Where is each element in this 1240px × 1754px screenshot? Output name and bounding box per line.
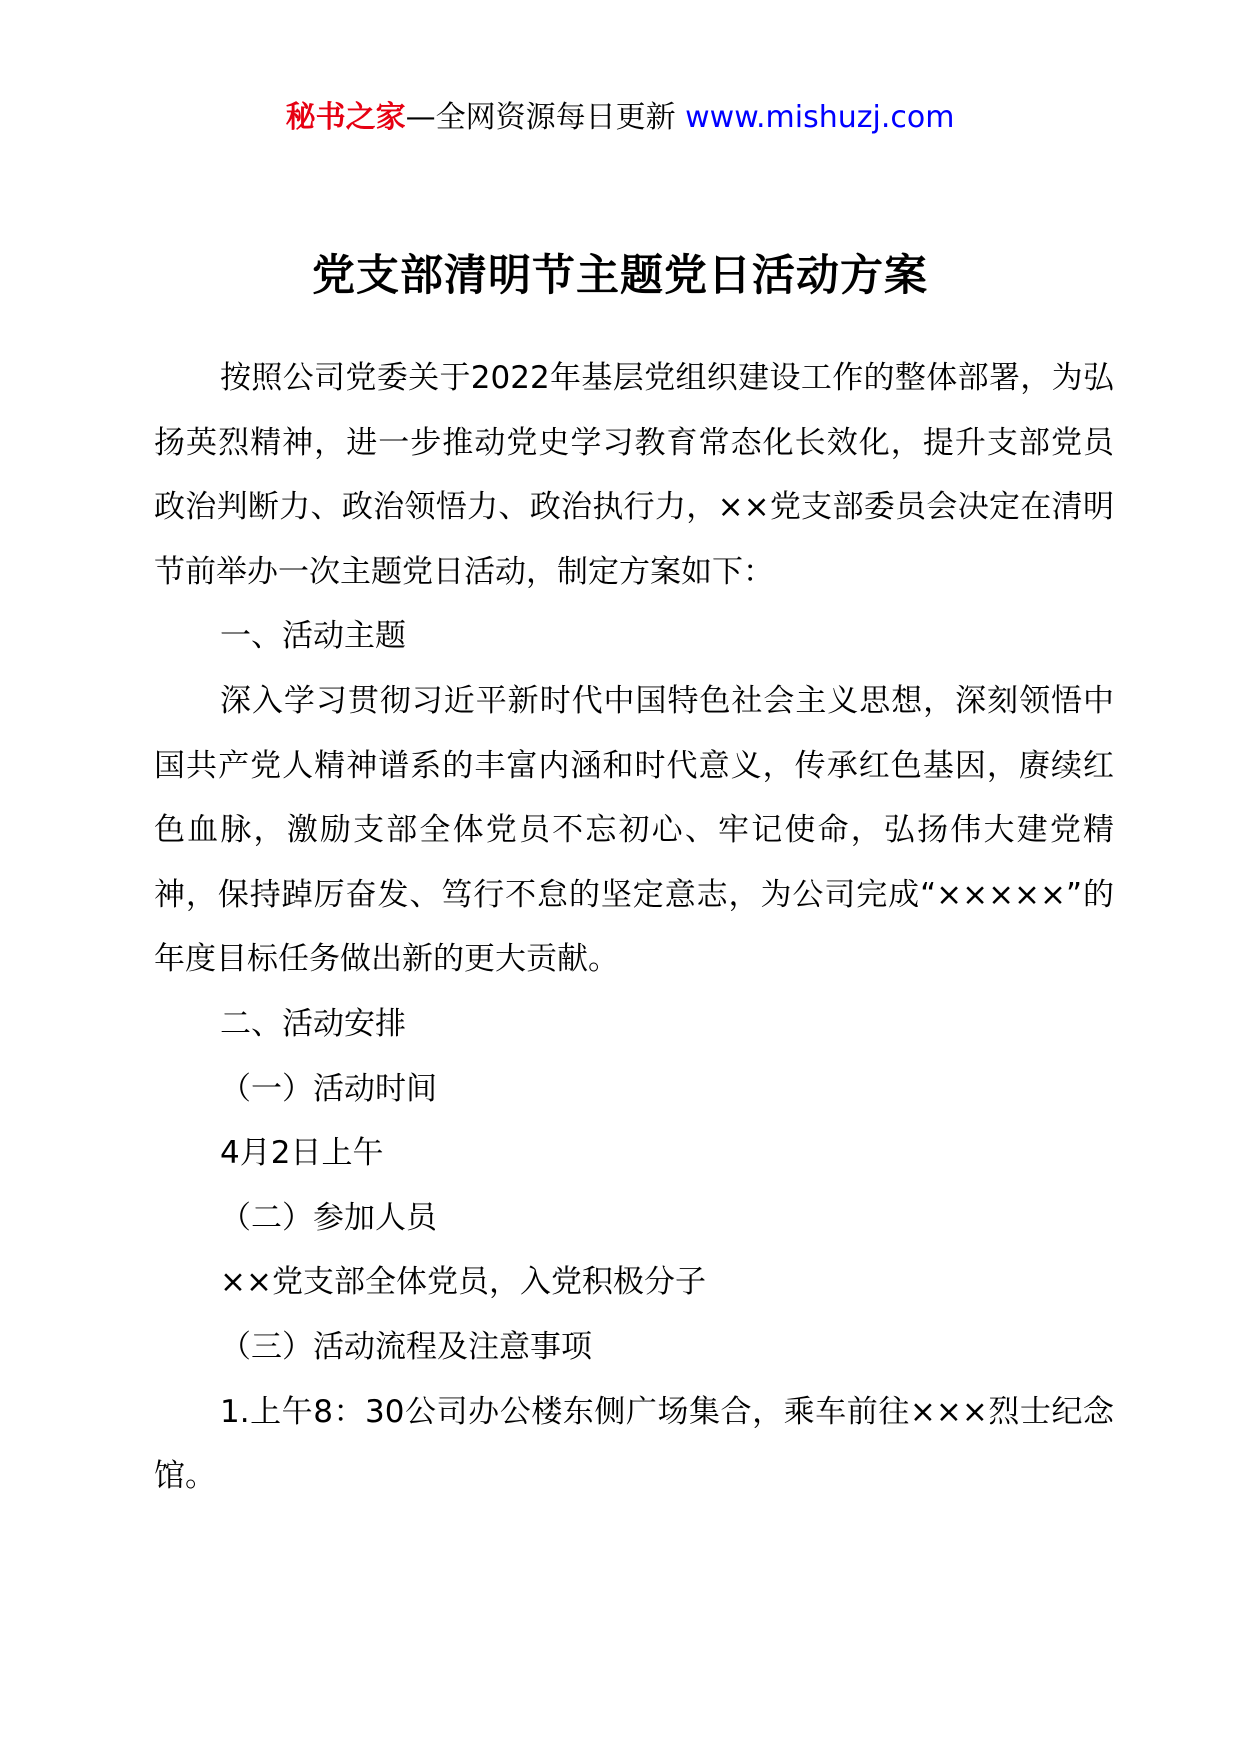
header-tagline: —全网资源每日更新	[405, 100, 686, 135]
time-value: 4月2日上午	[220, 1135, 384, 1172]
document-title: 党支部清明节主题党日活动方案	[312, 251, 928, 301]
theme-paragraph: 深入学习贯彻习近平新时代中国特色社会主义思想，深刻领悟中国共产党人精神谱系的丰富内涵和时代意义，传承红色基因，赓续红色血脉，激励支部全体党员不忘初心、牢记使命，弘扬伟大建党精神，保持踔厉奋发、笃行不怠的坚定意志，为公司完成“×××××”的年度目标任务做出新的更大贡献。	[154, 682, 1114, 978]
section-heading-theme: 一、活动主题	[220, 618, 406, 655]
process-step-1: 1.上午8：30公司办公楼东侧广场集合，乘车前往×××烈士纪念馆。	[154, 1393, 1114, 1495]
participants-value: ××党支部全体党员，入党积极分子	[220, 1264, 706, 1301]
site-url-link[interactable]: www.mishuzj.com	[685, 100, 955, 135]
subheading-process: （三）活动流程及注意事项	[220, 1328, 592, 1365]
subheading-participants: （二）参加人员	[220, 1199, 437, 1236]
subheading-time: （一）活动时间	[220, 1070, 437, 1107]
brand-name: 秘书之家	[285, 100, 406, 135]
intro-paragraph: 按照公司党委关于2022年基层党组织建设工作的整体部署，为弘扬英烈精神，进一步推动党史学习教育常态化长效化，提升支部党员政治判断力、政治领悟力、政治执行力，××党支部委员会决定在清明节前举办一次主题党日活动，制定方案如下：	[154, 360, 1114, 590]
site-header	[0, 98, 1240, 138]
document-body	[154, 346, 1114, 1509]
section-heading-arrangement: 二、活动安排	[220, 1005, 406, 1042]
